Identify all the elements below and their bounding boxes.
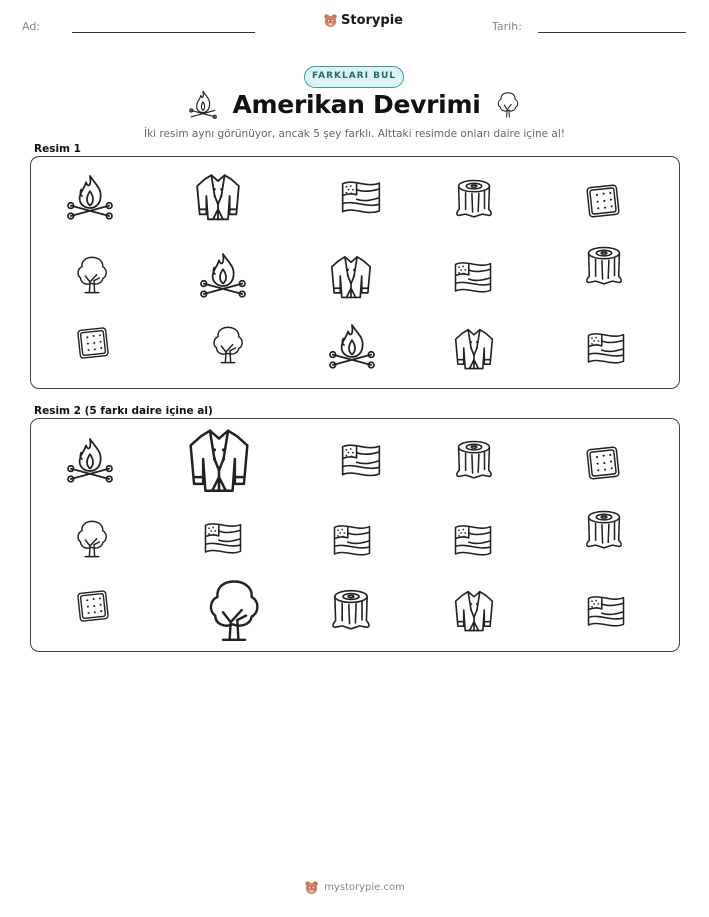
flag-icon (337, 175, 385, 219)
tree-icon (208, 321, 248, 367)
flag-icon (582, 327, 630, 369)
picture-1-cracker-icon (74, 322, 112, 364)
colonial-coat-icon (452, 323, 496, 373)
picture-1-tree-icon (208, 321, 248, 367)
picture-2-tree-stump-icon[interactable] (328, 587, 374, 631)
picture-2-label: Resim 2 (5 farkı daire içine al) (34, 405, 213, 417)
find-differences-badge: FARKLARI BUL (304, 66, 404, 88)
picture-1-cracker-icon (583, 180, 623, 222)
picture-2-tree-icon[interactable] (201, 576, 267, 642)
flag-icon (450, 256, 496, 298)
picture-2-colonial-coat-icon[interactable] (183, 425, 255, 493)
storypie-footer-logo-icon (304, 880, 319, 895)
brand-name: Storypie (341, 13, 403, 28)
tree-icon (72, 514, 112, 562)
picture-1-campfire-icon (199, 249, 247, 299)
picture-2-tree-icon[interactable] (72, 514, 112, 562)
flag-icon (337, 438, 385, 482)
picture-1-colonial-coat-icon (193, 171, 243, 221)
campfire-icon (66, 435, 114, 483)
picture-1-flag-icon (337, 175, 385, 219)
picture-2-flag-icon[interactable] (337, 438, 385, 482)
cracker-icon (583, 180, 623, 222)
picture-1-flag-icon (450, 256, 496, 298)
cracker-icon (74, 322, 112, 364)
picture-2-cracker-icon[interactable] (583, 442, 623, 484)
tree-stump-icon (452, 177, 496, 219)
footer-url: mystorypie.com (324, 882, 405, 893)
picture-1-campfire-icon (66, 172, 114, 220)
picture-2-flag-icon[interactable] (582, 590, 630, 632)
name-line[interactable] (72, 32, 255, 33)
tree-icon (72, 250, 112, 298)
footer (0, 880, 709, 895)
picture-2-flag-icon[interactable] (450, 519, 496, 561)
picture-1-flag-icon (582, 327, 630, 369)
flag-icon (450, 519, 496, 561)
picture-1-tree-icon (72, 250, 112, 298)
tree-icon (494, 88, 522, 120)
picture-2-cracker-icon[interactable] (74, 585, 112, 627)
tree-stump-icon (452, 438, 496, 480)
picture-1-label: Resim 1 (34, 143, 81, 155)
picture-2-campfire-icon[interactable] (66, 435, 114, 483)
tree-stump-icon (583, 508, 625, 550)
picture-1-campfire-icon (328, 321, 376, 369)
tree-stump-icon (328, 587, 374, 631)
tree-icon (201, 576, 267, 642)
campfire-icon (187, 88, 219, 120)
colonial-coat-icon (328, 251, 374, 301)
campfire-icon (199, 249, 247, 299)
page-title: Amerikan Devrimi (232, 89, 481, 119)
brand (323, 13, 403, 28)
flag-icon (328, 519, 376, 561)
tree-stump-icon (583, 244, 625, 286)
picture-1-tree-stump-icon (583, 244, 625, 286)
picture-1-colonial-coat-icon (452, 323, 496, 373)
picture-1-tree-stump-icon (452, 177, 496, 219)
colonial-coat-icon (193, 171, 243, 221)
flag-icon (582, 590, 630, 632)
picture-2-flag-icon[interactable] (328, 519, 376, 561)
colonial-coat-icon (183, 425, 255, 493)
colonial-coat-icon (452, 585, 496, 635)
flag-icon (199, 517, 247, 559)
campfire-icon (328, 321, 376, 369)
picture-2-colonial-coat-icon[interactable] (452, 585, 496, 635)
cracker-icon (583, 442, 623, 484)
name-label: Ad: (22, 20, 41, 33)
storypie-logo-icon (323, 13, 338, 28)
date-line[interactable] (538, 32, 686, 33)
picture-2-flag-icon[interactable] (199, 517, 247, 559)
instructions: İki resim aynı görünüyor, ancak 5 şey farklı. Alttaki resimde onları daire içine al! (144, 128, 565, 140)
picture-2-tree-stump-icon[interactable] (452, 438, 496, 480)
cracker-icon (74, 585, 112, 627)
picture-2-tree-stump-icon[interactable] (583, 508, 625, 550)
campfire-icon (66, 172, 114, 220)
picture-1-colonial-coat-icon (328, 251, 374, 301)
date-label: Tarih: (492, 20, 522, 33)
title-row (0, 88, 709, 120)
